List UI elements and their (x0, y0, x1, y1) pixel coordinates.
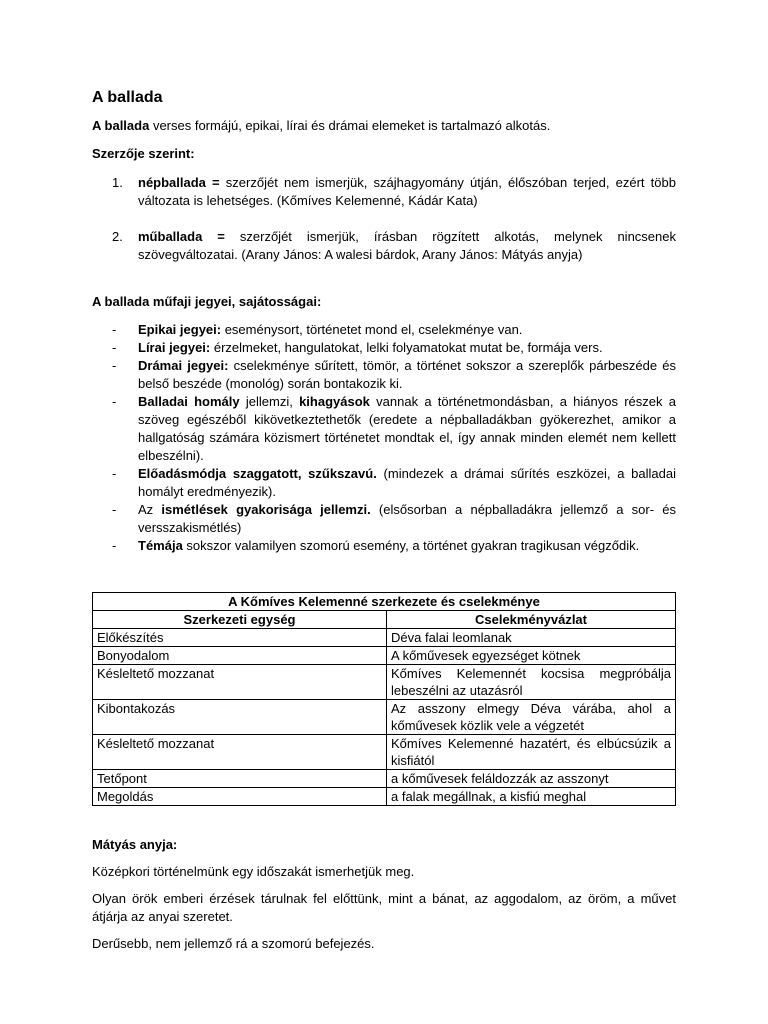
type-definition: szerzőjét ismerjük, írásban rögzített alkotás, melynek nincsenek szövegváltozatai. (Arany János: A walesi bárdok, Arany János: Mátyás anyja) (138, 229, 676, 262)
table-row (93, 788, 676, 806)
bullet-dash: - (112, 538, 117, 553)
intro-bold: A ballada (92, 118, 150, 133)
table-cell: Előkészítés (93, 629, 387, 647)
list-item (92, 174, 676, 210)
trait-term: Drámai jegyei: (138, 358, 229, 373)
trait-term: Előadásmódja szaggatott, szűkszavú. (138, 466, 377, 481)
matyas-paragraph: Derűsebb, nem jellemző rá a szomorú befejezés. (92, 936, 375, 951)
type-term: népballada = (138, 175, 220, 190)
table-cell: A kőművesek egyezséget kötnek (387, 647, 676, 665)
table-row (93, 770, 676, 788)
table-row (93, 665, 676, 700)
document-page (92, 88, 676, 962)
bullet-dash: - (112, 340, 117, 355)
trait-text: sokszor valamilyen szomorú esemény, a történet gyakran tragikusan végződik. (182, 538, 640, 553)
table-cell: Kőmíves Kelemenné hazatért, és elbúcsúzik a kisfiától (387, 735, 676, 770)
table-row (93, 700, 676, 735)
trait-prefix: Az (138, 502, 162, 517)
type-definition: szerzőjét nem ismerjük, szájhagyomány útján, élőszóban terjed, ezért több változata is lehetséges. (Kőmíves Kelemenné, Kádár Kata) (138, 175, 676, 208)
list-item (92, 393, 676, 465)
list-item (92, 357, 676, 393)
traits-list (92, 321, 676, 555)
bullet-dash: - (112, 394, 117, 409)
trait-term: ismétlések gyakorisága jellemzi. (161, 502, 371, 517)
list-item (92, 321, 676, 339)
list-number: 1. (112, 175, 123, 190)
column-header: Cselekményvázlat (387, 611, 676, 629)
type-term: műballada = (138, 229, 225, 244)
trait-text: jellemzi, (239, 394, 300, 409)
table-caption: A Kőmíves Kelemenné szerkezete és cselekménye (93, 593, 676, 611)
table-cell: Tetőpont (93, 770, 387, 788)
matyas-paragraph: Középkori történelmünk egy időszakát ismerhetjük meg. (92, 864, 415, 879)
traits-heading: A ballada műfaji jegyei, sajátosságai: (92, 294, 322, 309)
trait-text: (elsősorban a népballadákra jellemző a sor- és versszakismétlés) (138, 502, 676, 535)
trait-term: Lírai jegyei: (138, 340, 211, 355)
trait-text: érzelmeket, hangulatokat, lelki folyamatokat mutat be, formája vers. (210, 340, 603, 355)
table-cell: Kőmíves Kelemennét kocsisa megpróbálja lebeszélni az utazásról (387, 665, 676, 700)
trait-term: Témája (138, 538, 183, 553)
intro-paragraph (92, 117, 676, 135)
trait-term: Balladai homály (138, 394, 240, 409)
table-caption-row (93, 593, 676, 611)
table-row (93, 629, 676, 647)
structure-table (92, 592, 676, 806)
list-item (92, 501, 676, 537)
bullet-dash: - (112, 322, 117, 337)
table-cell: Az asszony elmegy Déva várába, ahol a kőművesek közlik vele a végzetét (387, 700, 676, 735)
table-cell: Késleltető mozzanat (93, 735, 387, 770)
page-title: A ballada (92, 89, 163, 106)
table-row (93, 647, 676, 665)
list-item (92, 228, 676, 264)
column-header: Szerkezeti egység (93, 611, 387, 629)
table-cell: a falak megállnak, a kisfiú meghal (387, 788, 676, 806)
trait-term-2: kihagyások (299, 394, 370, 409)
table-cell: Késleltető mozzanat (93, 665, 387, 700)
list-item (92, 465, 676, 501)
table-cell: Kibontakozás (93, 700, 387, 735)
trait-term: Epikai jegyei: (138, 322, 222, 337)
trait-text: (mindezek a drámai sűrítés eszközei, a balladai homályt eredményezik). (138, 466, 676, 499)
table-cell: a kőművesek feláldozzák az asszonyt (387, 770, 676, 788)
trait-text: cselekménye sűrített, tömör, a történet sokszor a szereplők párbeszéde és belső beszéde (monológ) során bontakozik ki. (138, 358, 676, 391)
bullet-dash: - (112, 502, 117, 517)
intro-text: verses formájú, epikai, lírai és drámai elemeket is tartalmazó alkotás. (149, 118, 551, 133)
matyas-heading: Mátyás anyja: (92, 837, 178, 852)
list-number: 2. (112, 229, 123, 244)
trait-text-2: vannak a történetmondásban, a hiányos részek a szöveg egészéből kikövetkeztethetők (eredete a népballadákban gyökerezhet, amikor a hallgatóság számára közismert történetet mondtak el, így annak minden elemét nem kellett elbeszélni). (138, 394, 676, 463)
list-item (92, 537, 676, 555)
table-row (93, 735, 676, 770)
table-cell: Bonyodalom (93, 647, 387, 665)
ballad-types-list (92, 174, 676, 264)
bullet-dash: - (112, 466, 117, 481)
table-header-row (93, 611, 676, 629)
list-item (92, 339, 676, 357)
table-cell: Déva falai leomlanak (387, 629, 676, 647)
table-cell: Megoldás (93, 788, 387, 806)
matyas-paragraph: Olyan örök emberi érzések tárulnak fel előttünk, mint a bánat, az aggodalom, az öröm, a művet átjárja az anyai szeretet. (92, 891, 676, 924)
bullet-dash: - (112, 358, 117, 373)
author-heading: Szerzője szerint: (92, 146, 195, 161)
trait-text: eseménysort, történetet mond el, cselekménye van. (221, 322, 523, 337)
